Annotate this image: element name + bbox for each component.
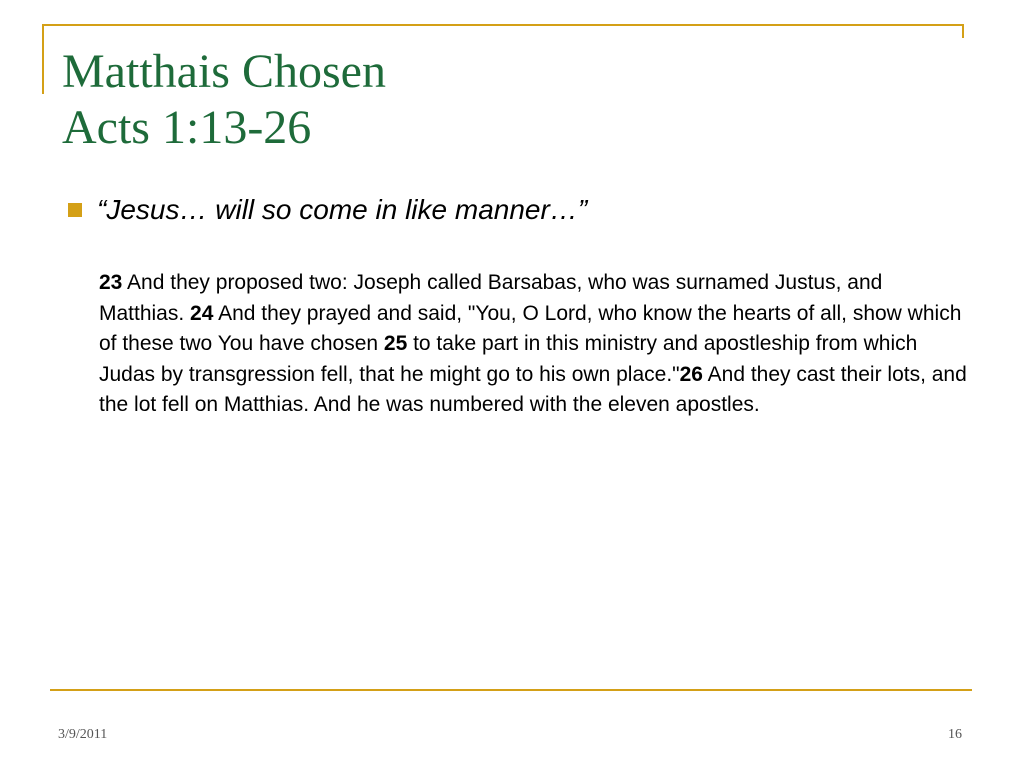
- slide-title-line-1: Matthais Chosen: [62, 45, 386, 98]
- slide-title: [62, 44, 386, 156]
- footer-rule: [50, 689, 972, 691]
- verse-text-25: to take part in this ministry and apostleship from which Judas by transgression fell, that he might go to his own place.": [99, 332, 918, 386]
- frame-top-rule: [42, 24, 964, 26]
- verse-text-26: And they cast their lots, and the lot fell on Matthias. And he was numbered with the eleven apostles.: [99, 362, 967, 416]
- square-bullet-icon: [68, 203, 82, 217]
- page-number: 16: [948, 727, 962, 742]
- scripture-passage: [99, 268, 969, 421]
- bullet-item: [68, 190, 587, 230]
- verse-number-25: 25: [383, 332, 408, 355]
- verse-text-24: And they prayed and said, "You, O Lord, who know the hearts of all, show which of these two You have chosen: [99, 301, 962, 355]
- verse-number-26: 26: [679, 362, 703, 386]
- footer-date: 3/9/2011: [58, 727, 108, 742]
- slide-title-line-2: Acts 1:13-26: [62, 101, 312, 154]
- frame-left-rule: [42, 24, 44, 94]
- frame-right-rule: [962, 24, 964, 38]
- bullet-quote: “Jesus… will so come in like manner…”: [97, 194, 588, 225]
- verse-number-24: 24: [190, 301, 214, 325]
- verse-text-23: And they proposed two: Joseph called Barsabas, who was surnamed Justus, and Matthias.: [99, 271, 883, 325]
- verse-number-23: 23: [99, 271, 123, 294]
